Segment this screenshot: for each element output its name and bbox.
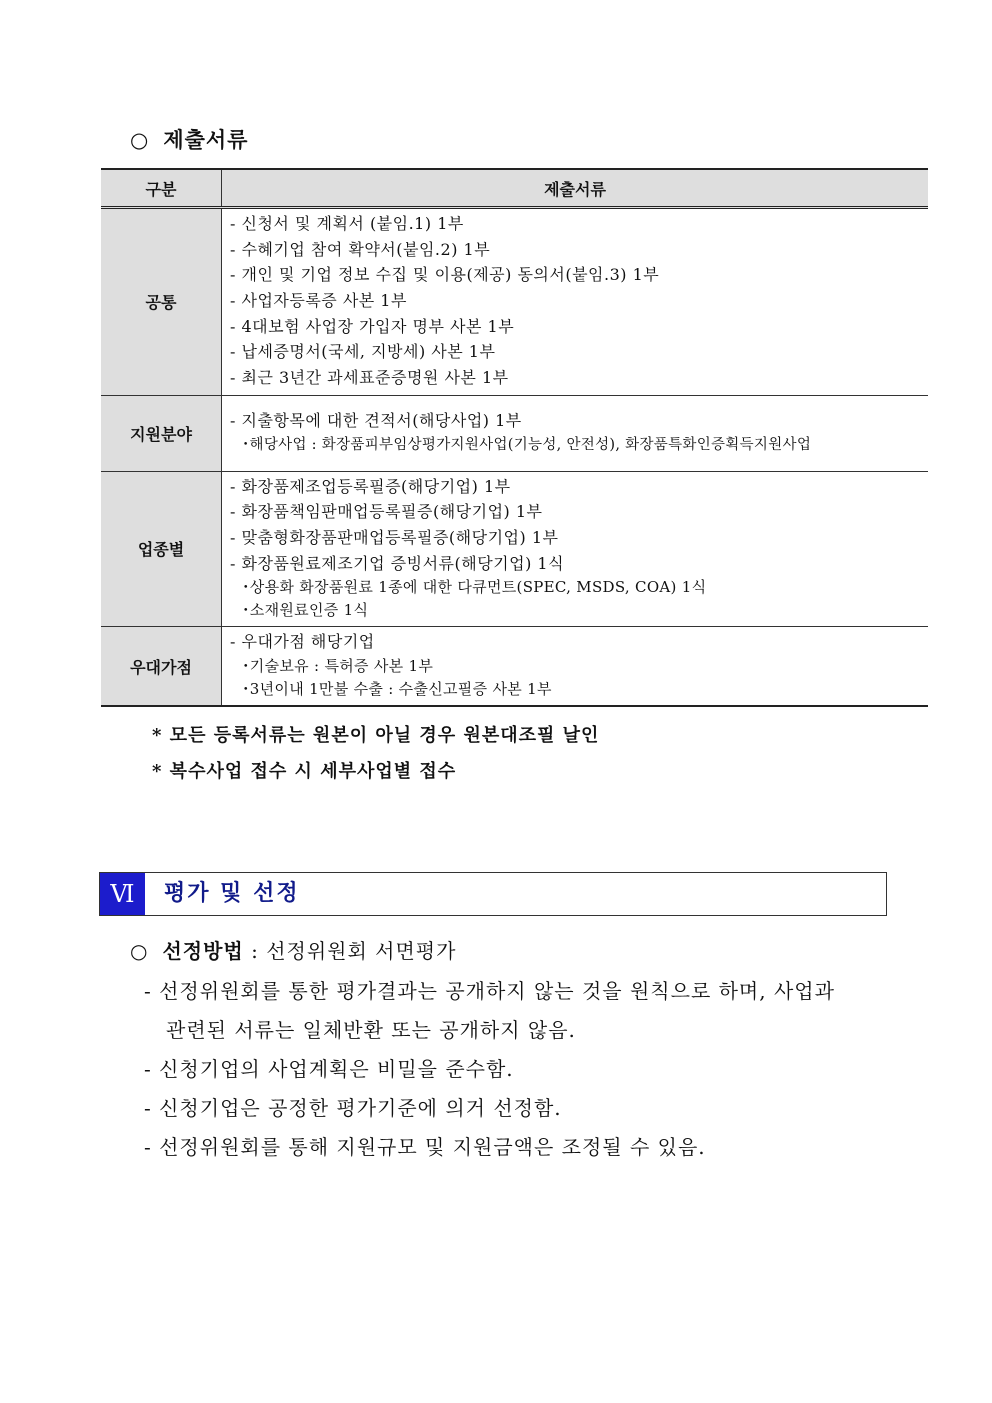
- header-category: 구분: [101, 169, 222, 208]
- row-category: 우대가점: [101, 627, 222, 706]
- row-items: [222, 395, 929, 471]
- list-item: - 우대가점 해당기업: [230, 632, 375, 652]
- method-value: : 선정위원회 서면평가: [243, 939, 457, 963]
- paragraph: - 신청기업의 사업계획은 비밀을 준수함.: [144, 1057, 514, 1081]
- paragraph: - 신청기업은 공정한 평가기준에 의거 선정함.: [144, 1096, 562, 1120]
- sub-item: ･상용화 화장품원료 1종에 대한 다큐먼트(SPEC, MSDS, COA) 1식: [242, 578, 707, 597]
- header-documents: 제출서류: [222, 169, 929, 208]
- list-item: - 4대보험 사업장 가입자 명부 사본 1부: [230, 316, 515, 336]
- section-title: 평가 및 선정: [164, 881, 300, 906]
- table-row-support-field: [101, 395, 928, 471]
- section-title-box: [99, 872, 887, 916]
- list-item: - 화장품제조업등록필증(해당기업) 1부: [230, 476, 511, 496]
- table-row-industry: [101, 471, 928, 627]
- notes: [152, 722, 599, 794]
- table-row-bonus: [101, 627, 928, 706]
- list-item: - 맞춤형화장품판매업등록필증(해당기업) 1부: [230, 527, 559, 547]
- sub-item: ･해당사업 : 화장품피부임상평가지원사업(기능성, 안전성), 화장품특화인증획득지원사업: [242, 436, 812, 453]
- table-header-row: [101, 169, 928, 208]
- circle-bullet-icon: ○: [130, 128, 150, 152]
- row-category: 공통: [101, 208, 222, 396]
- table-row-common: [101, 208, 928, 396]
- list-item: - 지출항목에 대한 견적서(해당사업) 1부: [230, 410, 522, 430]
- sub-item: ･3년이내 1만불 수출 : 수출신고필증 사본 1부: [242, 679, 552, 698]
- note: * 모든 등록서류는 원본이 아닐 경우 원본대조필 날인: [152, 725, 600, 746]
- selection-method: [130, 936, 456, 966]
- row-category: 업종별: [101, 471, 222, 627]
- list-item: - 사업자등록증 사본 1부: [230, 291, 407, 311]
- sub-item: ･소재원료인증 1식: [242, 601, 369, 620]
- row-items: [222, 627, 929, 706]
- list-item: - 화장품책임판매업등록필증(해당기업) 1부: [230, 502, 543, 522]
- heading-title: 제출서류: [163, 127, 249, 152]
- list-item: - 납세증명서(국세, 지방세) 사본 1부: [230, 342, 496, 362]
- sub-item: ･기술보유 : 특허증 사본 1부: [242, 656, 434, 675]
- paragraph: 관련된 서류는 일체반환 또는 공개하지 않음.: [166, 1018, 576, 1042]
- list-item: - 개인 및 기업 정보 수집 및 이용(제공) 동의서(붙임.3) 1부: [230, 265, 660, 285]
- row-items: [222, 208, 929, 396]
- list-item: - 화장품원료제조기업 증빙서류(해당기업) 1식: [230, 553, 565, 573]
- list-item: - 수혜기업 참여 확약서(붙임.2) 1부: [230, 239, 491, 259]
- section-heading: [130, 124, 248, 154]
- row-items: [222, 471, 929, 627]
- documents-table: [101, 168, 928, 707]
- list-item: - 신청서 및 계획서 (붙임.1) 1부: [230, 214, 464, 233]
- paragraph: - 선정위원회를 통한 평가결과는 공개하지 않는 것을 원칙으로 하며, 사업과: [144, 979, 835, 1003]
- section-number: Ⅵ: [100, 873, 145, 915]
- paragraph: - 선정위원회를 통해 지원규모 및 지원금액은 조정될 수 있음.: [144, 1135, 706, 1159]
- method-label: 선정방법: [162, 939, 244, 963]
- note: * 복수사업 접수 시 세부사업별 접수: [152, 761, 457, 782]
- row-category: 지원분야: [101, 395, 222, 471]
- list-item: - 최근 3년간 과세표준증명원 사본 1부: [230, 368, 509, 388]
- circle-bullet-icon: ○: [130, 939, 149, 963]
